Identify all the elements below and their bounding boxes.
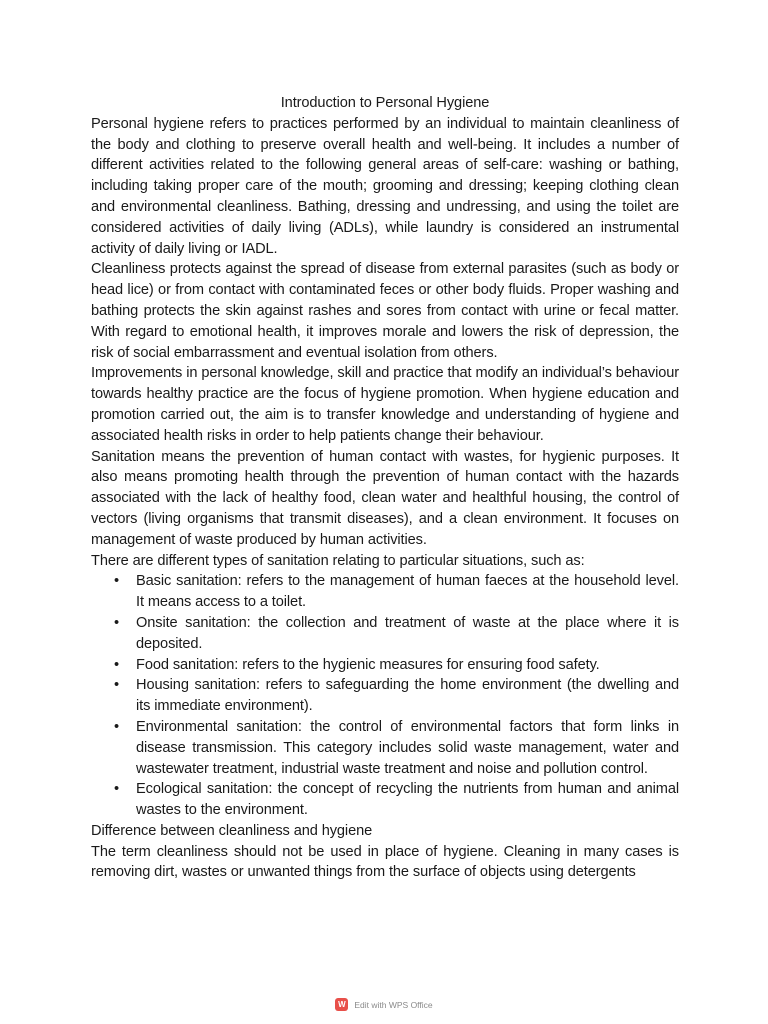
bullet-icon: • — [114, 573, 120, 590]
list-item-text: Environmental sanitation: the control of environmental factors that form links in disease transmission. This category includes solid waste management, water and wastewater treatment, industrial waste treatment and noise and pollution control. — [136, 718, 679, 777]
list-item-text: Onsite sanitation: the collection and treatment of waste at the place where it is deposited. — [136, 614, 679, 652]
term-personal-hygiene: Personal hygiene — [91, 115, 204, 132]
list-item-text: Food sanitation: refers to the hygienic measures for ensuring food safety. — [136, 656, 600, 673]
bullet-icon: • — [114, 656, 120, 673]
list-item — [91, 613, 679, 655]
paragraph-cleanliness-vs-hygiene: The term cleanliness should not be used in place of hygiene. Cleaning in many cases is removing dirt, wastes or unwanted things from the surface of objects using detergents — [91, 843, 679, 881]
wps-office-icon: W — [335, 998, 348, 1011]
document-page — [91, 93, 679, 883]
footer-label[interactable]: Edit with WPS Office — [354, 999, 433, 1010]
bullet-icon: • — [114, 614, 120, 631]
list-item-text: Housing sanitation: refers to safeguarding the home environment (the dwelling and its immediate environment). — [136, 677, 679, 715]
list-item-text: Ecological sanitation: the concept of recycling the nutrients from human and animal wastes to the environment. — [136, 781, 679, 819]
bullet-icon: • — [114, 718, 120, 735]
list-item — [91, 571, 679, 613]
paragraph-sanitation — [91, 447, 679, 551]
document-title: Introduction to Personal Hygiene — [280, 95, 490, 111]
sanitation-types-list — [91, 571, 679, 821]
list-item — [91, 779, 679, 821]
paragraph-text: means the prevention of human contact with wastes, for hygienic purposes. It also means promoting health through the prevention of human contact with the hazards associated with the lack of healthy food, clean water and healthful housing, the control of vectors (living organisms that transmit diseases), and a clean environment. It focuses on management of waste produced by human activities. — [91, 448, 679, 548]
list-item-text: Basic sanitation: refers to the management of human faeces at the household level. It means access to a toilet. — [136, 573, 679, 611]
paragraph-sanitation-types-intro: There are different types of sanitation relating to particular situations, such as: — [91, 552, 585, 569]
list-item — [91, 717, 679, 779]
wps-edit-footer[interactable] — [0, 998, 768, 1011]
paragraph-text: refers to practices performed by an individual to maintain cleanliness of the body and clothing to preserve overall health and well-being. It includes a number of different activities related to the following general areas of self-care: washing or bathing, including taking proper care of the mouth; grooming and dressing; keeping clothing clean and environmental cleanliness. Bathing, dressing and undressing, and using the toilet are considered activities of daily living (ADLs), while laundry is considered an instrumental activity of daily living or IADL. — [91, 115, 679, 257]
section-heading: Difference between cleanliness and hygiene — [91, 822, 373, 839]
paragraph-improvements: Improvements in personal knowledge, skill and practice that modify an individual’s behaviour towards healthy practice are the focus of hygiene promotion. When hygiene education and promotion carried out, the aim is to transfer knowledge and understanding of hygiene and associated health risks in order to help patients change their behaviour. — [91, 365, 679, 444]
bullet-icon: • — [114, 677, 120, 694]
list-item — [91, 655, 679, 676]
bullet-icon: • — [114, 781, 120, 798]
term-sanitation: Sanitation — [91, 448, 155, 465]
paragraph-cleanliness: Cleanliness protects against the spread of disease from external parasites (such as body or head lice) or from contact with contaminated feces or other body fluids. Proper washing and bathing protects the skin against rashes and sores from contact with urine or fecal matter. With regard to emotional health, it improves morale and lowers the risk of depression, the risk of social embarrassment and eventual isolation from others. — [91, 261, 679, 361]
list-item — [91, 675, 679, 717]
paragraph-personal-hygiene — [91, 114, 679, 260]
